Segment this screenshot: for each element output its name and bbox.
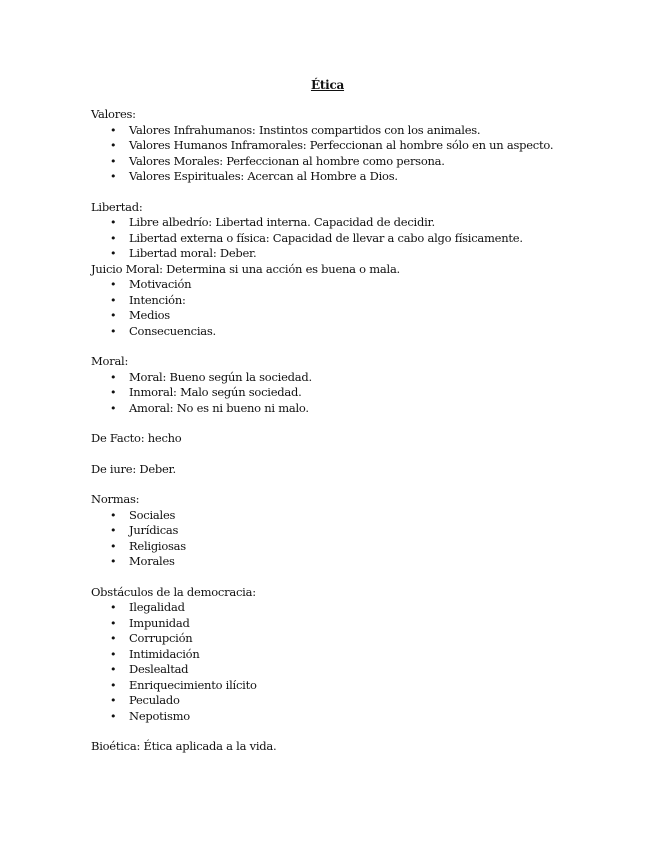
list-item: • Nepotismo [91, 709, 611, 725]
list-item: • Religiosas [91, 539, 611, 555]
list-item: • Consecuencias. [91, 324, 611, 340]
list-item: • Intención: [91, 293, 611, 309]
list-item: • Medios [91, 308, 611, 324]
list-item: • Libre albedrío: Libertad interna. Capacidad de decidir. [91, 215, 611, 231]
section-heading-obstaculos: Obstáculos de la democracia: [91, 584, 256, 599]
list-item: • Valores Humanos Inframorales: Perfeccionan al hombre sólo en un aspecto. [91, 138, 611, 154]
paragraph-spacer [91, 477, 611, 492]
list-item: • Deslealtad [91, 662, 611, 678]
section-heading-valores: Valores: [91, 107, 136, 121]
list-item: • Corrupción [91, 631, 611, 647]
paragraph-bioetica: Bioética: Ética aplicada a la vida. [91, 739, 277, 753]
list-item: • Peculado [91, 693, 611, 709]
list-item: • Morales [91, 554, 611, 570]
list-item: • Motivación [91, 277, 611, 293]
section-heading-juicio-moral: Juicio Moral: Determina si una acción es buena o mala. [91, 261, 400, 276]
list-item: • Sociales [91, 508, 611, 524]
paragraph-spacer [91, 416, 611, 431]
section-heading-moral: Moral: [91, 354, 129, 368]
list-item: • Libertad externa o física: Capacidad de llevar a cabo algo físicamente. [91, 231, 611, 247]
paragraph-spacer [91, 570, 611, 585]
list-item: • Inmoral: Malo según sociedad. [91, 385, 611, 401]
list-item: • Intimidación [91, 647, 611, 663]
list-item: • Jurídicas [91, 523, 611, 539]
page-title: Ética [310, 78, 345, 92]
section-heading-normas: Normas: [91, 492, 140, 506]
paragraph-spacer [91, 185, 611, 200]
list-item: • Valores Infrahumanos: Instintos compartidos con los animales. [91, 123, 611, 139]
list-item: • Impunidad [91, 616, 611, 632]
list-item: • Enriquecimiento ilícito [91, 678, 611, 694]
paragraph-spacer [91, 447, 611, 462]
list-item: • Ilegalidad [91, 600, 611, 616]
list-item: • Amoral: No es ni bueno ni malo. [91, 401, 611, 417]
list-item: • Valores Morales: Perfeccionan al hombre como persona. [91, 154, 611, 170]
list-item: • Valores Espirituales: Acercan al Hombre a Dios. [91, 169, 611, 185]
paragraph-de-iure: De iure: Deber. [91, 461, 176, 476]
paragraph-de-facto: De Facto: hecho [91, 431, 182, 445]
paragraph-spacer [91, 724, 611, 739]
list-item: • Moral: Bueno según la sociedad. [91, 370, 611, 386]
document-body [91, 107, 611, 755]
section-heading-libertad: Libertad: [91, 199, 143, 214]
list-item: • Libertad moral: Deber. [91, 246, 611, 262]
paragraph-spacer [91, 339, 611, 354]
